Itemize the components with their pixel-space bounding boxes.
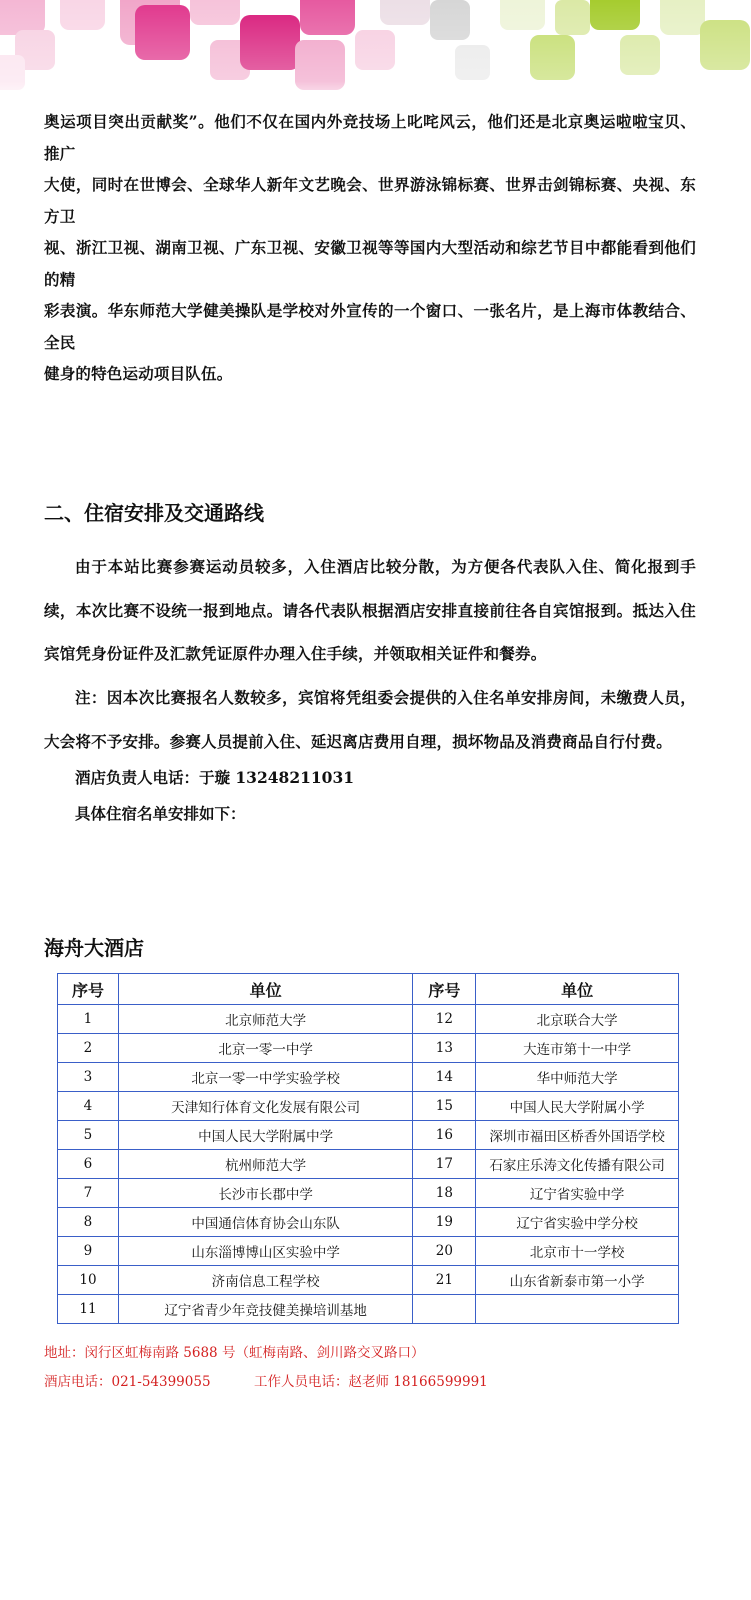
section-heading: 二、住宿安排及交通路线 xyxy=(44,501,264,525)
index-cell: 9 xyxy=(58,1237,119,1266)
unit-cell: 中国通信体育协会山东队 xyxy=(118,1208,412,1237)
decorative-banner xyxy=(0,0,751,108)
header-cell: 序号 xyxy=(413,974,476,1005)
index-cell: 8 xyxy=(58,1208,119,1237)
table-row xyxy=(58,1179,679,1208)
index-cell: 7 xyxy=(58,1179,119,1208)
intro-line: 视、浙江卫视、湖南卫视、广东卫视、安徽卫视等等国内大型活动和综艺节目中都能看到他们的精 xyxy=(44,238,696,289)
unit-cell: 华中师范大学 xyxy=(476,1063,679,1092)
index-cell xyxy=(413,1295,476,1324)
index-cell: 13 xyxy=(413,1034,476,1063)
table-row xyxy=(58,1150,679,1179)
table-row xyxy=(58,1208,679,1237)
unit-cell: 辽宁省青少年竞技健美操培训基地 xyxy=(118,1295,412,1324)
unit-cell: 北京联合大学 xyxy=(476,1005,679,1034)
unit-cell: 大连市第十一中学 xyxy=(476,1034,679,1063)
header-cell: 单位 xyxy=(476,974,679,1005)
banner-squares xyxy=(0,0,751,108)
index-cell: 18 xyxy=(413,1179,476,1208)
table-row xyxy=(58,1063,679,1092)
unit-cell: 辽宁省实验中学 xyxy=(476,1179,679,1208)
hotel-name: 海舟大酒店 xyxy=(44,936,144,960)
index-cell: 21 xyxy=(413,1266,476,1295)
table-row xyxy=(58,1266,679,1295)
intro-line: 健身的特色运动项目队伍。 xyxy=(44,364,233,383)
unit-cell: 北京一零一中学实验学校 xyxy=(118,1063,412,1092)
unit-cell: 杭州师范大学 xyxy=(118,1150,412,1179)
index-cell: 1 xyxy=(58,1005,119,1034)
unit-cell: 石家庄乐涛文化传播有限公司 xyxy=(476,1150,679,1179)
intro-line: 奥运项目突出贡献奖”。他们不仅在国内外竞技场上叱咤风云，他们还是北京奥运啦啦宝贝、推广 xyxy=(44,112,696,163)
index-cell: 4 xyxy=(58,1092,119,1121)
index-cell: 14 xyxy=(413,1063,476,1092)
unit-cell xyxy=(476,1295,679,1324)
unit-cell: 北京一零一中学 xyxy=(118,1034,412,1063)
index-cell: 15 xyxy=(413,1092,476,1121)
index-cell: 20 xyxy=(413,1237,476,1266)
accommodation-paragraph: 由于本站比赛参赛运动员较多，入住酒店比较分散，为方便各代表队入住、简化报到手续，本次比赛不设统一报到地点。请各代表队根据酒店安排直接前往各自宾馆报到。抵达入住宾馆凭身份证件及汇款凭证原件办理入住手续，并领取相关证件和餐券。 xyxy=(44,557,696,663)
unit-cell: 北京市十一学校 xyxy=(476,1237,679,1266)
index-cell: 6 xyxy=(58,1150,119,1179)
index-cell: 2 xyxy=(58,1034,119,1063)
note-paragraph: 注：因本次比赛报名人数较多，宾馆将凭组委会提供的入住名单安排房间，未缴费人员，大会将不予安排。参赛人员提前入住、延迟离店费用自理，损坏物品及消费商品自行付费。 xyxy=(44,688,696,751)
staff-phone: 工作人员电话：赵老师 18166599991 xyxy=(254,1374,488,1390)
unit-cell: 中国人民大学附属中学 xyxy=(118,1121,412,1150)
intro-paragraph xyxy=(44,106,696,390)
table-row xyxy=(58,1005,679,1034)
unit-cell: 山东省新泰市第一小学 xyxy=(476,1266,679,1295)
hotel-address: 地址：闵行区虹梅南路 5688 号（虹梅南路、剑川路交叉路口） xyxy=(44,1345,425,1361)
table-row xyxy=(58,1034,679,1063)
hotel-contact: 酒店负责人电话：于璇 13248211031 xyxy=(75,768,355,787)
unit-cell: 中国人民大学附属小学 xyxy=(476,1092,679,1121)
index-cell: 19 xyxy=(413,1208,476,1237)
unit-cell: 长沙市长郡中学 xyxy=(118,1179,412,1208)
unit-cell: 北京师范大学 xyxy=(118,1005,412,1034)
index-cell: 11 xyxy=(58,1295,119,1324)
index-cell: 3 xyxy=(58,1063,119,1092)
table-row xyxy=(58,1092,679,1121)
unit-cell: 深圳市福田区桥香外国语学校 xyxy=(476,1121,679,1150)
hotel-assignment-table xyxy=(57,973,679,1324)
unit-cell: 天津知行体育文化发展有限公司 xyxy=(118,1092,412,1121)
index-cell: 5 xyxy=(58,1121,119,1150)
index-cell: 17 xyxy=(413,1150,476,1179)
index-cell: 16 xyxy=(413,1121,476,1150)
table-row xyxy=(58,1121,679,1150)
header-cell: 单位 xyxy=(118,974,412,1005)
unit-cell: 济南信息工程学校 xyxy=(118,1266,412,1295)
intro-line: 彩表演。华东师范大学健美操队是学校对外宣传的一个窗口、一张名片，是上海市体教结合、全民 xyxy=(44,301,696,352)
hotel-phone: 酒店电话：021-54399055 xyxy=(44,1374,211,1390)
table-header-row xyxy=(58,974,679,1005)
index-cell: 10 xyxy=(58,1266,119,1295)
index-cell: 12 xyxy=(413,1005,476,1034)
unit-cell: 山东淄博博山区实验中学 xyxy=(118,1237,412,1266)
intro-line: 大使，同时在世博会、全球华人新年文艺晚会、世界游泳锦标赛、世界击剑锦标赛、央视、东方卫 xyxy=(44,175,696,226)
header-cell: 序号 xyxy=(58,974,119,1005)
unit-cell: 辽宁省实验中学分校 xyxy=(476,1208,679,1237)
table-row xyxy=(58,1295,679,1324)
list-intro: 具体住宿名单安排如下： xyxy=(75,804,246,823)
table-row xyxy=(58,1237,679,1266)
